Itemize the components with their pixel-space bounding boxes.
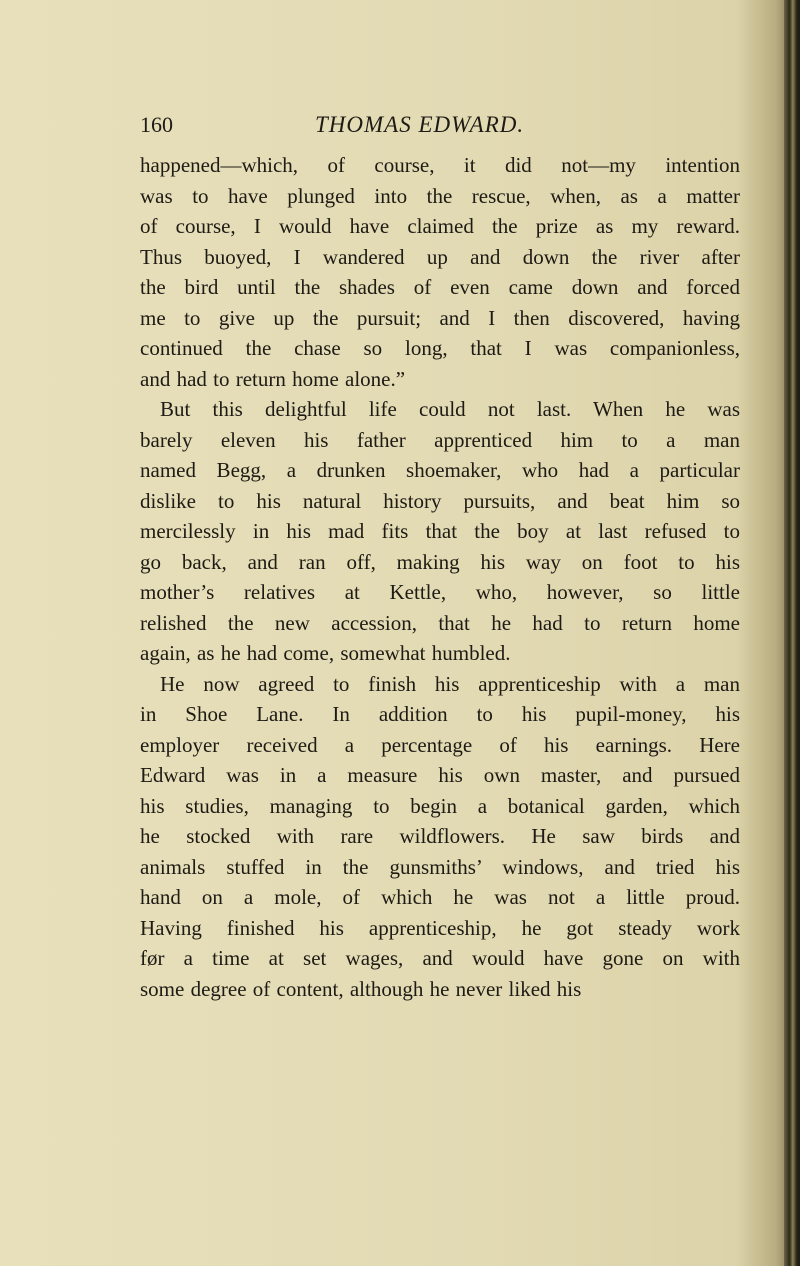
page-number: 160 xyxy=(140,112,173,137)
text-line: mother’s relatives at Kettle, who, however, so little xyxy=(140,580,740,604)
text-line: named Begg, a drunken shoemaker, who had a particular xyxy=(140,458,740,482)
text-line: Edward was in a measure his own master, and pursued xyxy=(140,763,740,787)
text-line: Having finished his apprenticeship, he got steady work xyxy=(140,915,740,940)
text-line: some degree of content, although he never liked his xyxy=(140,976,582,1001)
text-line: of course, I would have claimed the prize as my reward. xyxy=(140,214,740,238)
page-edge-shadow xyxy=(784,0,800,1266)
text-line: and had to return home alone.” xyxy=(140,366,406,391)
text-line: the bird until the shades of even came down and forced xyxy=(140,275,740,299)
text-line: hand on a mole, of which he was not a little proud. xyxy=(140,885,740,909)
text-line: før a time at set wages, and would have gone on with xyxy=(140,946,740,970)
text-line: animals stuffed in the gunsmiths’ windows, and tried his xyxy=(140,854,740,879)
text-line: dislike to his natural history pursuits, and beat him so xyxy=(140,488,740,513)
body-text xyxy=(140,150,740,1004)
text-line: his studies, managing to begin a botanical garden, which xyxy=(140,793,740,818)
text-line: me to give up the pursuit; and I then discovered, having xyxy=(140,305,740,330)
text-line: employer received a percentage of his earnings. Here xyxy=(140,732,740,757)
text-line: in Shoe Lane. In addition to his pupil-money, his xyxy=(140,702,740,726)
text-line: Thus buoyed, I wandered up and down the river after xyxy=(140,244,740,269)
text-line: he stocked with rare wildflowers. He saw birds and xyxy=(140,824,740,848)
text-line: continued the chase so long, that I was companionless, xyxy=(140,336,740,360)
running-title: THOMAS EDWARD. xyxy=(315,112,525,137)
text-line: But this delightful life could not last. When he was xyxy=(160,397,740,421)
text-line: go back, and ran off, making his way on foot to his xyxy=(140,549,740,574)
text-line: barely eleven his father apprenticed him to a man xyxy=(140,427,740,452)
text-line: relished the new accession, that he had to return home xyxy=(140,610,740,635)
text-line: again, as he had come, somewhat humbled. xyxy=(140,641,511,665)
text-line: happened—which, of course, it did not—my intention xyxy=(140,153,740,177)
text-line: mercilessly in his mad fits that the boy at last refused to xyxy=(140,519,740,543)
page-header xyxy=(140,112,740,142)
text-line: He now agreed to finish his apprenticeship with a man xyxy=(160,671,740,696)
text-line: was to have plunged into the rescue, when, as a matter xyxy=(140,183,740,208)
